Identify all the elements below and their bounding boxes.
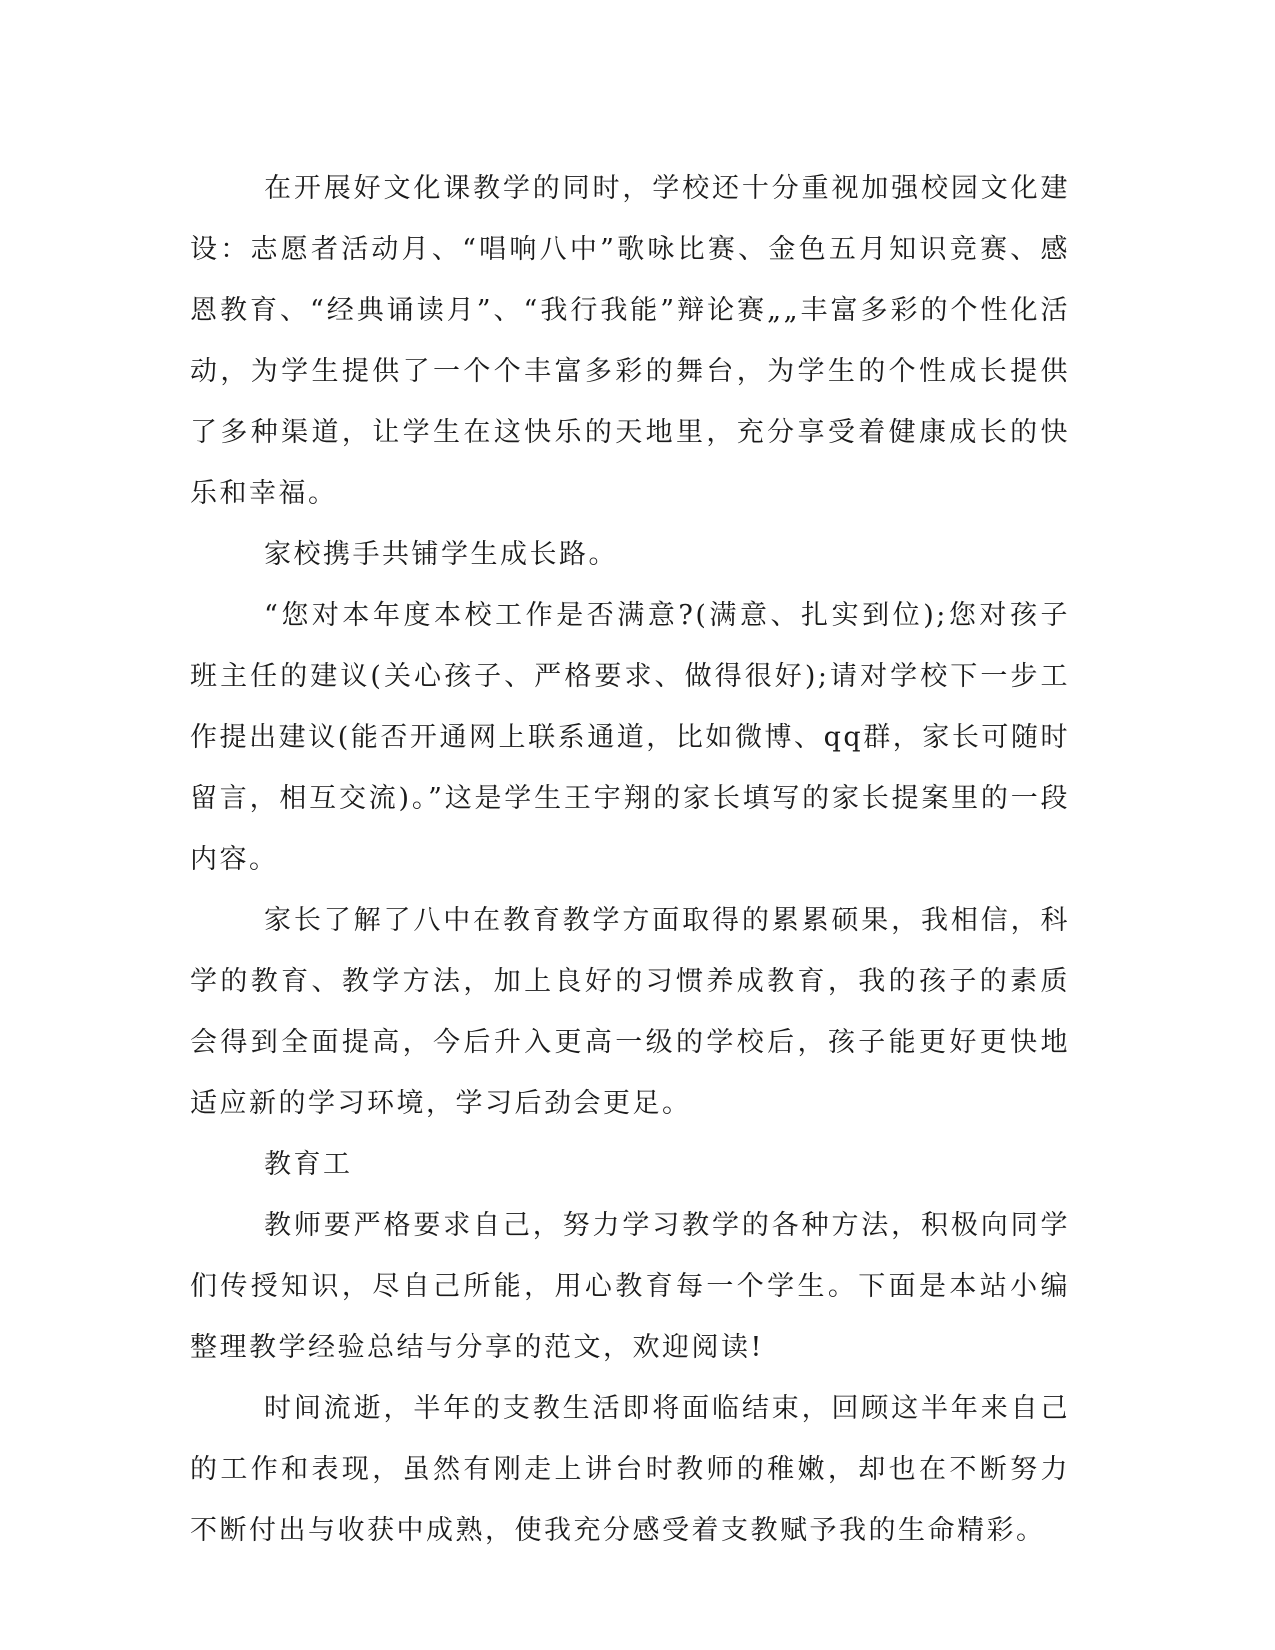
paragraph-teacher-intro: 教师要严格要求自己，努力学习教学的各种方法，积极向同学们传授知识，尽自己所能，用心教育每一个学生。下面是本站小编整理教学经验总结与分享的范文，欢迎阅读! bbox=[190, 1210, 1070, 1363]
document-body bbox=[190, 158, 1070, 1561]
paragraph-teaching-summary: 时间流逝，半年的支教生活即将面临结束，回顾这半年来自己的工作和表现，虽然有刚走上讲台时教师的稚嫩，却也在不断努力不断付出与收获中成熟，使我充分感受着支教赋予我的生命精彩。 bbox=[190, 1393, 1070, 1546]
paragraph-campus-culture: 在开展好文化课教学的同时，学校还十分重视加强校园文化建设：志愿者活动月、“唱响八中”歌咏比赛、金色五月知识竞赛、感恩教育、“经典诵读月”、“我行我能”辩论赛„„丰富多彩的个性化活动，为学生提供了一个个丰富多彩的舞台，为学生的个性成长提供了多种渠道，让学生在这快乐的天地里，充分享受着健康成长的快乐和幸福。 bbox=[190, 173, 1070, 509]
paragraph-parent-feedback: “您对本年度本校工作是否满意?(满意、扎实到位);您对孩子班主任的建议(关心孩子、严格要求、做得很好);请对学校下一步工作提出建议(能否开通网上联系通道，比如微博、qq群，家长可随时留言，相互交流)。”这是学生王宇翔的家长填写的家长提案里的一段内容。 bbox=[190, 600, 1070, 875]
paragraph-home-school-heading: 家校携手共铺学生成长路。 bbox=[264, 539, 618, 570]
paragraph-section-heading: 教育工 bbox=[264, 1149, 353, 1180]
paragraph-parent-reflection: 家长了解了八中在教育教学方面取得的累累硕果，我相信，科学的教育、教学方法，加上良好的习惯养成教育，我的孩子的素质会得到全面提高，今后升入更高一级的学校后，孩子能更好更快地适应新的学习环境，学习后劲会更足。 bbox=[190, 905, 1070, 1119]
